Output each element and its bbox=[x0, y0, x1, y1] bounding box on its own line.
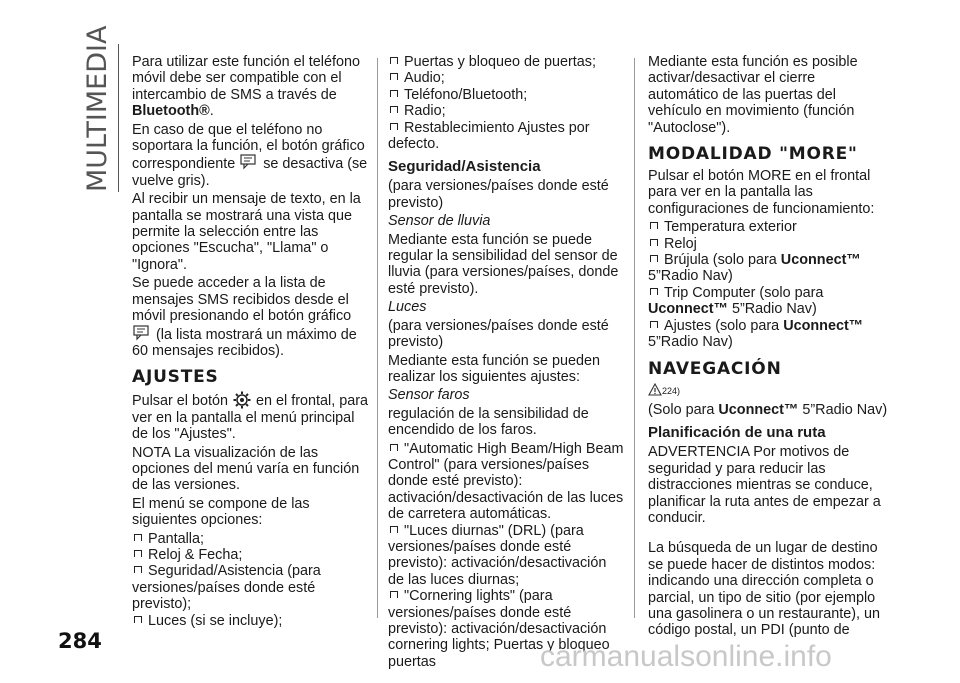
list-item: Reloj & Fecha; bbox=[132, 547, 372, 563]
list-item: Radio; bbox=[388, 103, 624, 119]
paragraph: ADVERTENCIA Por motivos de seguridad y para reducir las distracciones mientras se conduce, planificar la ruta antes de empezar a conducir. bbox=[648, 444, 881, 526]
italic-subheading: Sensor de lluvia bbox=[388, 213, 491, 230]
paragraph: Pulsar el botón MORE en el frontal para ver en la pantalla las configuraciones de funcionamiento: bbox=[648, 168, 875, 217]
bullet-icon bbox=[134, 616, 142, 623]
paragraph: (para versiones/países donde esté previsto) bbox=[388, 317, 609, 351]
list-item: Seguridad/Asistencia (para versiones/países donde esté previsto); bbox=[132, 563, 321, 613]
paragraph: En caso de que el teléfono no soportara la función, el botón gráfico correspondiente se desactiva (se vuelve gris). bbox=[132, 121, 368, 189]
watermark: carmanualsonline.info bbox=[540, 640, 832, 673]
paragraph: NOTA La visualización de las opciones del menú varía en función de las versiones. bbox=[132, 444, 360, 494]
list-item: Temperatura exterior bbox=[648, 219, 888, 235]
column-2 bbox=[388, 54, 624, 670]
subsection-heading-seguridad: Seguridad/Asistencia bbox=[388, 158, 541, 176]
bullet-icon bbox=[650, 321, 658, 328]
list-item: "Luces diurnas" (DRL) (para versiones/países donde esté previsto): activación/desactivación de las luces diurnas; bbox=[388, 522, 607, 588]
bullet-icon bbox=[390, 123, 398, 130]
list-item: Puertas y bloqueo de puertas; bbox=[388, 54, 624, 70]
bullet-icon bbox=[390, 591, 398, 598]
list-item: Restablecimiento Ajustes por defecto. bbox=[388, 119, 590, 153]
warning-icon bbox=[648, 383, 662, 396]
list-item: Brújula (solo para Uconnect™ 5”Radio Nav) bbox=[648, 252, 861, 285]
list-item: "Cornering lights" (para versiones/países donde esté previsto): activación/desactivación cornering lights; Puertas y bloqueo puertas bbox=[388, 588, 610, 670]
paragraph: Mediante esta función se puede regular la sensibilidad del sensor de lluvia (para versiones/países, donde esté previsto). bbox=[388, 231, 619, 297]
column-divider bbox=[634, 58, 635, 618]
paragraph: Mediante esta función es posible activar/desactivar el cierre automático de las puertas del vehículo en movimiento (función "Autoclose"). bbox=[648, 54, 858, 136]
paragraph: Para utilizar este función el teléfono móvil debe ser compatible con el intercambio de SMS a través de Bluetooth®. bbox=[132, 54, 360, 120]
paragraph: La búsqueda de un lugar de destino se puede hacer de distintos modos: indicando una dirección completa o parcial, un tipo de sitio (por ejemplo una gasolinera o un restaurante), un código postal, un PDI (punto de bbox=[648, 540, 881, 639]
sms-list-icon bbox=[133, 325, 151, 341]
bullet-icon bbox=[650, 255, 658, 262]
list-item: "Automatic High Beam/High Beam Control" (para versiones/países donde esté previsto): activación/desactivación de las luces de carretera automáticas. bbox=[388, 440, 624, 523]
list-item: Reloj bbox=[648, 236, 888, 252]
bullet-icon bbox=[134, 550, 142, 557]
side-tab-label: MULTIMEDIA bbox=[82, 25, 113, 192]
bullet-icon bbox=[650, 288, 658, 295]
subsection-heading-planificacion: Planificación de una ruta bbox=[648, 424, 826, 442]
bullet-icon bbox=[134, 534, 142, 541]
sms-disabled-icon bbox=[240, 154, 258, 170]
bullet-icon bbox=[390, 57, 398, 64]
bullet-icon bbox=[390, 90, 398, 97]
side-tab bbox=[78, 25, 118, 192]
paragraph: Se puede acceder a la lista de mensajes SMS recibidos desde el móvil presionando el botón gráfico (la lista mostrará un máximo de 60 mensajes recibidos). bbox=[132, 275, 357, 359]
bullet-icon bbox=[134, 566, 142, 573]
bullet-icon bbox=[390, 106, 398, 113]
list-item: Pantalla; bbox=[132, 531, 372, 547]
page-number: 284 bbox=[58, 629, 102, 653]
paragraph: (Solo para Uconnect™ 5”Radio Nav) bbox=[648, 401, 888, 418]
section-heading-ajustes: AJUSTES bbox=[132, 367, 219, 388]
italic-subheading: Sensor faros bbox=[388, 387, 470, 404]
list-item: Trip Computer (solo para Uconnect™ 5”Radio Nav) bbox=[648, 284, 824, 318]
gear-icon bbox=[233, 391, 251, 409]
section-heading-navegacion: NAVEGACIÓN bbox=[648, 358, 782, 379]
paragraph: regulación de la sensibilidad de encendido de los faros. bbox=[388, 405, 589, 439]
bullet-icon bbox=[390, 73, 398, 80]
bullet-icon bbox=[390, 444, 398, 451]
paragraph: (para versiones/países donde esté previsto) bbox=[388, 178, 609, 211]
warning-reference: 224) bbox=[648, 383, 888, 400]
column-divider bbox=[377, 58, 378, 618]
list-item: Ajustes (solo para Uconnect™ 5”Radio Nav) bbox=[648, 317, 864, 351]
paragraph: Al recibir un mensaje de texto, en la pantalla se mostrará una vista que permite la selección entre las opciones "Escucha", "Llama" o "Ignora". bbox=[132, 191, 361, 273]
side-tab-rule bbox=[118, 44, 119, 192]
bullet-icon bbox=[650, 222, 658, 229]
paragraph: El menú se compone de las siguientes opciones: bbox=[132, 495, 310, 529]
bullet-icon bbox=[650, 239, 658, 246]
section-heading-modalidad-more: MODALIDAD "MORE" bbox=[648, 144, 858, 165]
italic-subheading: Luces bbox=[388, 299, 427, 316]
paragraph: Pulsar el botón en el frontal, para ver en la pantalla el menú principal de los "Ajustes". bbox=[132, 393, 368, 443]
list-item: Luces (si se incluye); bbox=[132, 613, 372, 629]
list-item: Audio; bbox=[388, 70, 624, 86]
paragraph: Mediante esta función se pueden realizar los siguientes ajustes: bbox=[388, 352, 601, 385]
list-item: Teléfono/Bluetooth; bbox=[388, 87, 624, 103]
column-1 bbox=[132, 54, 372, 629]
bullet-icon bbox=[390, 526, 398, 533]
spacer bbox=[648, 528, 888, 540]
column-3 bbox=[648, 54, 888, 641]
